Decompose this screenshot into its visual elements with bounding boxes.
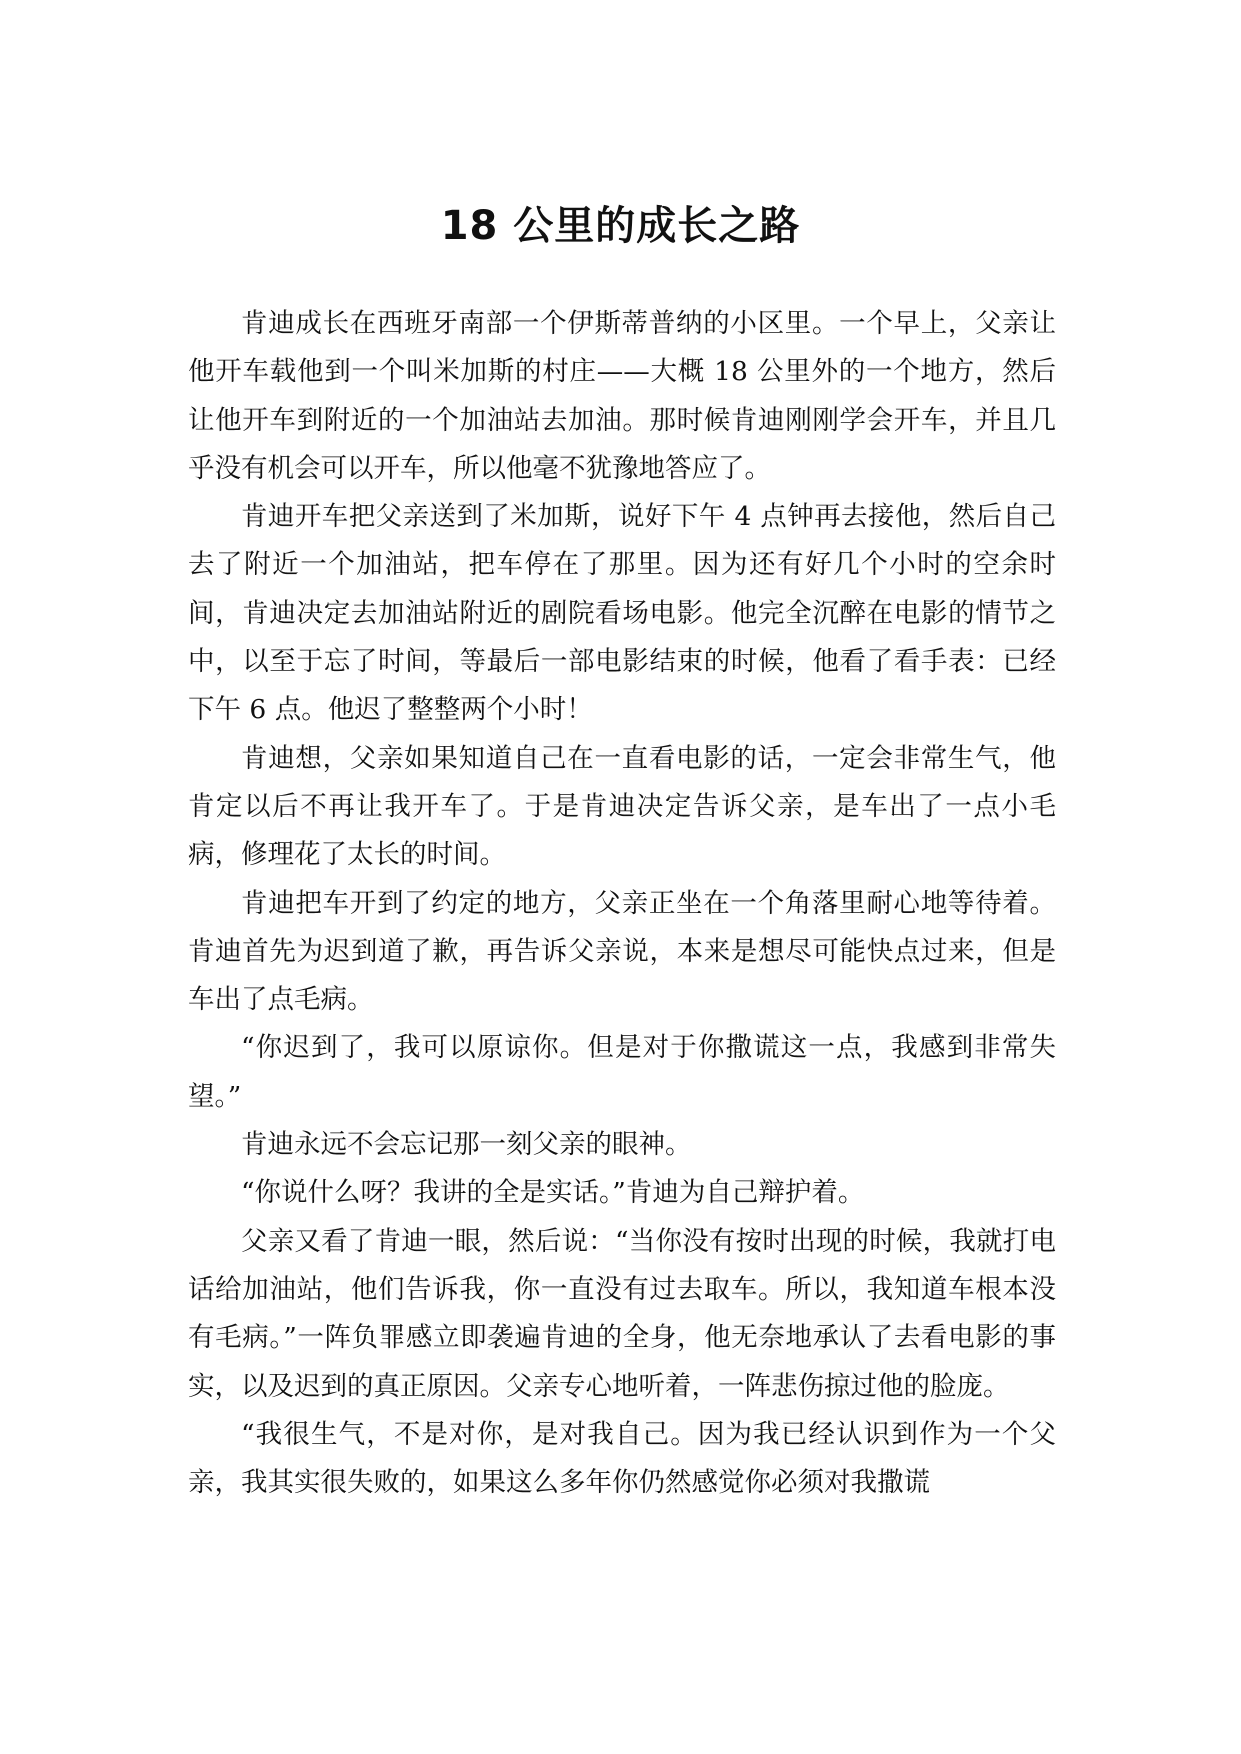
paragraph: “你说什么呀？我讲的全是实话。”肯迪为自己辩护着。	[241, 1177, 865, 1209]
article-body	[188, 300, 1056, 1507]
paragraph: 肯迪开车把父亲送到了米加斯，说好下午 4 点钟再去接他，然后自己去了附近一个加油站，把车停在了那里。因为还有好几个小时的空余时间，肯迪决定去加油站附近的剧院看场电影。他完全沉醉在电影的情节之中，以至于忘了时间，等最后一部电影结束的时候，他看了看手表：已经下午 6 点。他迟了整整两个小时！	[188, 501, 1056, 726]
paragraph: 父亲又看了肯迪一眼，然后说：“当你没有按时出现的时候，我就打电话给加油站，他们告诉我，你一直没有过去取车。所以，我知道车根本没有毛病。”一阵负罪感立即袭遍肯迪的全身，他无奈地承认了去看电影的事实，以及迟到的真正原因。父亲专心地听着，一阵悲伤掠过他的脸庞。	[188, 1225, 1056, 1402]
paragraph: 肯迪永远不会忘记那一刻父亲的眼神。	[241, 1129, 692, 1161]
paragraph: 肯迪想，父亲如果知道自己在一直看电影的话，一定会非常生气，他肯定以后不再让我开车了。于是肯迪决定告诉父亲，是车出了一点小毛病，修理花了太长的时间。	[188, 742, 1056, 871]
paragraph: “我很生气，不是对你，是对我自己。因为我已经认识到作为一个父亲，我其实很失败的，如果这么多年你仍然感觉你必须对我撒谎	[188, 1418, 1056, 1499]
paragraph: “你迟到了，我可以原谅你。但是对于你撒谎这一点，我感到非常失望。”	[188, 1032, 1056, 1112]
page-title: 18 公里的成长之路	[440, 203, 801, 249]
paragraph: 肯迪成长在西班牙南部一个伊斯蒂普纳的小区里。一个早上，父亲让他开车载他到一个叫米加斯的村庄——大概 18 公里外的一个地方，然后让他开车到附近的一个加油站去加油。那时候肯迪刚刚学会开车，并且几乎没有机会可以开车，所以他毫不犹豫地答应了。	[188, 308, 1056, 484]
paragraph: 肯迪把车开到了约定的地方，父亲正坐在一个角落里耐心地等待着。肯迪首先为迟到道了歉，再告诉父亲说，本来是想尽可能快点过来，但是车出了点毛病。	[188, 887, 1056, 1016]
